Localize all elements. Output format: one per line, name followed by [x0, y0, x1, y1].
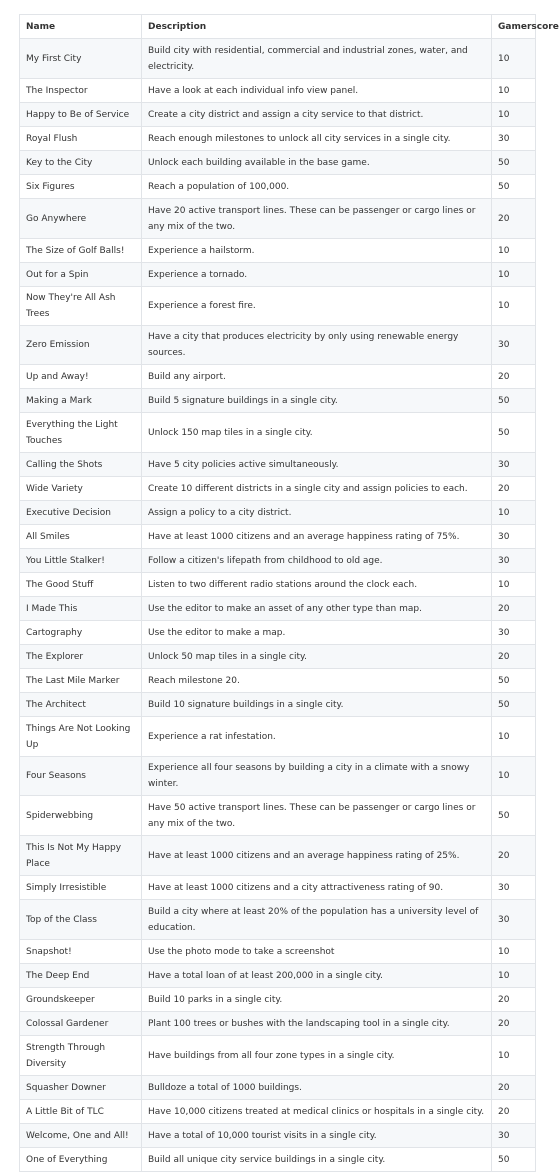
cell-gamerscore: 20 [492, 597, 536, 621]
cell-gamerscore: 20 [492, 1012, 536, 1036]
cell-name: The Good Stuff [20, 573, 142, 597]
table-row [20, 1100, 536, 1124]
cell-gamerscore: 10 [492, 287, 536, 326]
cell-description: Have at least 1000 citizens and an average happiness rating of 25%. [142, 836, 492, 876]
table-row [20, 988, 536, 1012]
cell-description: Have 5 city policies active simultaneously. [142, 453, 492, 477]
cell-description: Experience a forest fire. [142, 287, 492, 326]
table-row [20, 964, 536, 988]
cell-gamerscore: 20 [492, 365, 536, 389]
cell-name: Up and Away! [20, 365, 142, 389]
cell-name: All Smiles [20, 525, 142, 549]
table-row [20, 151, 536, 175]
cell-description: Have 50 active transport lines. These can be passenger or cargo lines or any mix of the two. [142, 796, 492, 836]
cell-name: Six Figures [20, 175, 142, 199]
cell-name: The Deep End [20, 964, 142, 988]
table-row [20, 453, 536, 477]
cell-gamerscore: 20 [492, 1076, 536, 1100]
cell-gamerscore: 30 [492, 127, 536, 151]
cell-name: The Last Mile Marker [20, 669, 142, 693]
cell-description: Have a city that produces electricity by only using renewable energy sources. [142, 326, 492, 365]
cell-gamerscore: 20 [492, 836, 536, 876]
cell-gamerscore: 10 [492, 964, 536, 988]
cell-description: Reach a population of 100,000. [142, 175, 492, 199]
table-row [20, 717, 536, 757]
table-row [20, 757, 536, 796]
cell-gamerscore: 30 [492, 1124, 536, 1148]
column-header-gamerscore: Gamerscore [492, 15, 536, 39]
cell-description: Create a city district and assign a city service to that district. [142, 103, 492, 127]
cell-gamerscore: 10 [492, 501, 536, 525]
cell-name: Squasher Downer [20, 1076, 142, 1100]
header-row [20, 15, 536, 39]
cell-gamerscore: 20 [492, 199, 536, 239]
column-header-description: Description [142, 15, 492, 39]
cell-gamerscore: 10 [492, 1036, 536, 1076]
table-body [20, 39, 536, 1172]
cell-description: Build 5 signature buildings in a single city. [142, 389, 492, 413]
cell-gamerscore: 50 [492, 693, 536, 717]
cell-name: One of Everything [20, 1148, 142, 1172]
cell-gamerscore: 20 [492, 645, 536, 669]
table-row [20, 365, 536, 389]
cell-name: Welcome, One and All! [20, 1124, 142, 1148]
table-row [20, 940, 536, 964]
cell-description: Build any airport. [142, 365, 492, 389]
table-row [20, 199, 536, 239]
table-row [20, 175, 536, 199]
cell-gamerscore: 10 [492, 239, 536, 263]
cell-gamerscore: 50 [492, 1148, 536, 1172]
cell-description: Assign a policy to a city district. [142, 501, 492, 525]
cell-name: Strength Through Diversity [20, 1036, 142, 1076]
table-row [20, 263, 536, 287]
cell-name: Things Are Not Looking Up [20, 717, 142, 757]
table-row [20, 501, 536, 525]
cell-name: Snapshot! [20, 940, 142, 964]
cell-description: Experience all four seasons by building a city in a climate with a snowy winter. [142, 757, 492, 796]
cell-name: Zero Emission [20, 326, 142, 365]
cell-name: Colossal Gardener [20, 1012, 142, 1036]
cell-name: You Little Stalker! [20, 549, 142, 573]
table-row [20, 621, 536, 645]
column-header-name: Name [20, 15, 142, 39]
table-row [20, 1148, 536, 1172]
table-row [20, 389, 536, 413]
table-row [20, 796, 536, 836]
cell-description: Have at least 1000 citizens and an average happiness rating of 75%. [142, 525, 492, 549]
cell-description: Unlock 150 map tiles in a single city. [142, 413, 492, 453]
cell-gamerscore: 50 [492, 413, 536, 453]
cell-gamerscore: 10 [492, 263, 536, 287]
cell-description: Reach enough milestones to unlock all city services in a single city. [142, 127, 492, 151]
cell-gamerscore: 50 [492, 175, 536, 199]
achievements-table [19, 14, 559, 1172]
cell-description: Use the editor to make a map. [142, 621, 492, 645]
cell-gamerscore: 10 [492, 717, 536, 757]
cell-gamerscore: 30 [492, 326, 536, 365]
cell-description: Create 10 different districts in a single city and assign policies to each. [142, 477, 492, 501]
cell-gamerscore: 30 [492, 621, 536, 645]
cell-description: Build a city where at least 20% of the population has a university level of education. [142, 900, 492, 940]
table-row [20, 79, 536, 103]
table-row [20, 413, 536, 453]
table-row [20, 1124, 536, 1148]
cell-description: Have 10,000 citizens treated at medical clinics or hospitals in a single city. [142, 1100, 492, 1124]
table-row [20, 127, 536, 151]
cell-gamerscore: 30 [492, 549, 536, 573]
table-row [20, 39, 536, 79]
cell-name: Key to the City [20, 151, 142, 175]
cell-gamerscore: 20 [492, 477, 536, 501]
cell-name: Happy to Be of Service [20, 103, 142, 127]
cell-name: Cartography [20, 621, 142, 645]
table-row [20, 876, 536, 900]
table-row [20, 836, 536, 876]
cell-description: Follow a citizen's lifepath from childhood to old age. [142, 549, 492, 573]
cell-gamerscore: 10 [492, 39, 536, 79]
table-row [20, 239, 536, 263]
table-row [20, 1036, 536, 1076]
cell-gamerscore: 50 [492, 389, 536, 413]
cell-name: Top of the Class [20, 900, 142, 940]
table-row [20, 645, 536, 669]
cell-name: Now They're All Ash Trees [20, 287, 142, 326]
cell-description: Unlock 50 map tiles in a single city. [142, 645, 492, 669]
cell-name: I Made This [20, 597, 142, 621]
table-header [20, 15, 559, 39]
table-row [20, 1012, 536, 1036]
cell-name: Four Seasons [20, 757, 142, 796]
table-row [20, 549, 536, 573]
cell-gamerscore: 10 [492, 573, 536, 597]
table-row [20, 525, 536, 549]
cell-gamerscore: 50 [492, 669, 536, 693]
cell-name: Simply Irresistible [20, 876, 142, 900]
cell-description: Experience a tornado. [142, 263, 492, 287]
cell-description: Build 10 signature buildings in a single city. [142, 693, 492, 717]
table-row [20, 693, 536, 717]
cell-description: Use the editor to make an asset of any other type than map. [142, 597, 492, 621]
cell-gamerscore: 30 [492, 525, 536, 549]
cell-gamerscore: 10 [492, 103, 536, 127]
cell-name: The Explorer [20, 645, 142, 669]
cell-gamerscore: 50 [492, 151, 536, 175]
cell-name: Calling the Shots [20, 453, 142, 477]
table-row [20, 1076, 536, 1100]
cell-gamerscore: 10 [492, 757, 536, 796]
cell-name: Out for a Spin [20, 263, 142, 287]
cell-description: Have 20 active transport lines. These can be passenger or cargo lines or any mix of the two. [142, 199, 492, 239]
cell-name: My First City [20, 39, 142, 79]
cell-description: Have at least 1000 citizens and a city attractiveness rating of 90. [142, 876, 492, 900]
cell-gamerscore: 30 [492, 876, 536, 900]
cell-description: Unlock each building available in the base game. [142, 151, 492, 175]
cell-description: Bulldoze a total of 1000 buildings. [142, 1076, 492, 1100]
cell-gamerscore: 50 [492, 796, 536, 836]
table-row [20, 900, 536, 940]
cell-name: The Inspector [20, 79, 142, 103]
cell-gamerscore: 20 [492, 1100, 536, 1124]
table-row [20, 669, 536, 693]
cell-gamerscore: 20 [492, 988, 536, 1012]
cell-description: Plant 100 trees or bushes with the landscaping tool in a single city. [142, 1012, 492, 1036]
cell-description: Use the photo mode to take a screenshot [142, 940, 492, 964]
cell-name: Everything the Light Touches [20, 413, 142, 453]
cell-name: The Architect [20, 693, 142, 717]
table-row [20, 326, 536, 365]
cell-name: Wide Variety [20, 477, 142, 501]
cell-name: This Is Not My Happy Place [20, 836, 142, 876]
cell-name: Making a Mark [20, 389, 142, 413]
table-row [20, 287, 536, 326]
table-row [20, 597, 536, 621]
cell-name: Executive Decision [20, 501, 142, 525]
cell-description: Build all unique city service buildings in a single city. [142, 1148, 492, 1172]
cell-description: Have buildings from all four zone types in a single city. [142, 1036, 492, 1076]
cell-description: Have a look at each individual info view panel. [142, 79, 492, 103]
cell-description: Have a total loan of at least 200,000 in a single city. [142, 964, 492, 988]
cell-description: Experience a rat infestation. [142, 717, 492, 757]
cell-name: The Size of Golf Balls! [20, 239, 142, 263]
cell-name: Groundskeeper [20, 988, 142, 1012]
cell-description: Listen to two different radio stations around the clock each. [142, 573, 492, 597]
cell-description: Experience a hailstorm. [142, 239, 492, 263]
cell-description: Build city with residential, commercial and industrial zones, water, and electricity. [142, 39, 492, 79]
table-row [20, 573, 536, 597]
cell-gamerscore: 10 [492, 940, 536, 964]
cell-gamerscore: 30 [492, 900, 536, 940]
cell-description: Reach milestone 20. [142, 669, 492, 693]
cell-name: Go Anywhere [20, 199, 142, 239]
cell-name: Royal Flush [20, 127, 142, 151]
cell-name: Spiderwebbing [20, 796, 142, 836]
cell-description: Have a total of 10,000 tourist visits in a single city. [142, 1124, 492, 1148]
table-row [20, 477, 536, 501]
cell-description: Build 10 parks in a single city. [142, 988, 492, 1012]
cell-name: A Little Bit of TLC [20, 1100, 142, 1124]
cell-gamerscore: 30 [492, 453, 536, 477]
table-row [20, 103, 536, 127]
cell-gamerscore: 10 [492, 79, 536, 103]
